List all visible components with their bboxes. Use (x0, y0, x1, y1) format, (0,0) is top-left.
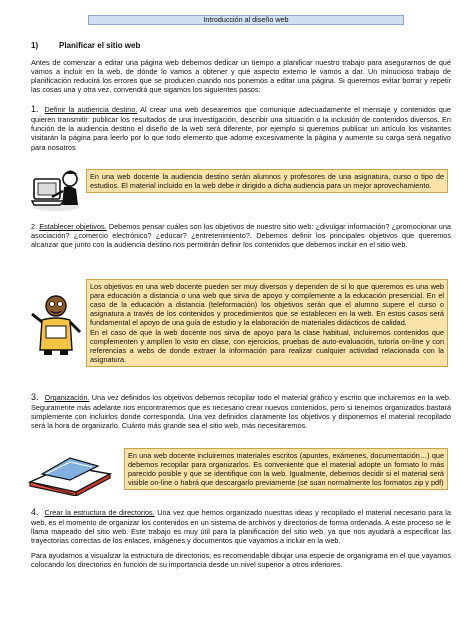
step-title: Establecer objetivos. (39, 222, 107, 231)
step-number: 1. (31, 104, 39, 114)
page-title-bar (88, 15, 404, 25)
step-text: Una vez que hemos organizado nuestras ideas y recopilado el material necesario para la web, es el momento de organizar los contenidos en un sistema de archivos y directorios de forma ordenada. A este proceso se le llama mapeado del sitio web. Este trabajo es muy útil para la planificación del sitio web, ya que nos ayudará a especificar las trayectorias correctas de los enlaces, imágenes y documentos que vayamos a incluir en la web. (31, 508, 451, 546)
step-1 (31, 104, 451, 152)
section-title: Planificar el sitio web (59, 41, 141, 50)
computer-user-illustration (30, 165, 82, 213)
step-text: Debemos pensar cuáles son los objetivos de nuestro sitio web: ¿divulgar información? ¿promocionar una asociación? ¿comercio electrónico? ¿educar? ¿entretenimiento?. Debemos definir los principales objetivos que queremos alcanzar que junto con la audiencia destino nos permitirán definir los contenidos que debemos incluir en el sitio web. (31, 222, 451, 250)
step-text: Al crear una web desearemos que comunique adecuadamente el mensaje y contenidos que quieren transmitir: publicar los resultados de una investigación, describir una situación o la inclusión de contenidos diversos. En función de la audiencia destino el diseño de la web será diferente, por ejemplo si queremos publicar un artículo los visitantes visitarán la página para leerlo por lo que todo elemento que adorne excesivamente la página y aumente su carga será negativo para nosotros (31, 105, 451, 152)
callout-objectives (86, 279, 448, 367)
intro-paragraph: Antes de comenzar a editar una página web debemos dedicar un tiempo a planificar nuestro trabajo para asegurarnos de qué vamos a incluir en la web, de dónde lo vamos a obtener y qué aspecto externo le vamos a dar. Un minucioso trabajo de planificación reducirá los errores que se producen cuando nos ponemos a editar una página. Si queremos evitar borrar y repetir las cosas una y otra vez, convendrá que sigamos los siguientes pasos: (31, 58, 451, 95)
callout-audience: En una web docente la audiencia destino serán alumnos y profesores de una asignatura, curso o tipo de estudios. El material incluido en la web debe ir dirigido a dicha audiencia para un mejor aprovechamiento. (86, 169, 448, 193)
step-title: Organización. (44, 393, 90, 402)
section-number: 1) (31, 41, 39, 50)
step-title: Crear la estructura de directorios. (44, 508, 155, 517)
callout-objectives-text-2: En el caso de que la web docente nos sirva de apoyo para la clase habitual, incluiremos contenidos que complementen y amplíen lo visto en clase, con ejercicios, pruebas de auto-evaluación, tutoría on-line y con referencias a webs de donde extraer la información para realizar cualquier actividad relacionada con la asignatura. (90, 327, 444, 364)
page-title: Introducción al diseño web (203, 15, 289, 24)
step-4 (31, 507, 451, 546)
step-3 (31, 392, 451, 431)
books-illustration (26, 452, 114, 496)
teacher-illustration (30, 292, 82, 356)
step-2 (31, 222, 451, 249)
step-number: 4. (31, 507, 39, 517)
closing-paragraph: Para ayudarnos a visualizar la estructura de directorios, es recomendable dibujar una especie de organigrama en el que vayamos colocando los directorios en función de su importancia desde un nivel superior a otros inferiores. (31, 551, 451, 570)
step-number: 3. (31, 392, 39, 402)
callout-objectives-text-1: Los objetivos en una web docente pueden ser muy diversos y dependen de si lo que queremos es una web para educación a distancia o una web que sirva de apoyo y complemente a la educación presencial. En el caso de la educación a distancia (teleformación) los objetivos serán que el alumno supere el curso o asignatura a través de los contenidos y procedimientos que se establecen en la web. En estos casos será fundamental el apoyo de una guía de estudio y la elaboración de materiales didácticos de calidad. (90, 282, 444, 328)
step-title: Definir la audiencia destino. (44, 105, 138, 114)
step-number: 2. (31, 222, 38, 231)
step-text: Una vez definidos los objetivos debemos recopilar todo el material gráfico y escrito que incluiremos en la web. Seguramente más adelante nos encontraremos que es necesario crear nuevos contenidos, pero si tenemos organizados bastará simplemente con incluirlos donde corresponda. Una vez definidos claramente los objetivos y disponemos el material recopilado será la hora de organizarlo. Cuánto más grande sea el sitio web, más necesitaremos. (31, 393, 451, 431)
callout-organization: En una web docente incluiremos materiales escritos (apuntes, exámenes, documentación…) que debemos recopilar para organizarlos. Es conveniente que el material adopte un formato lo más parecido posible y que se identifique con la web. Igualmente, debemos decidir si el material será visible on-line o habrá que descargarlo previamente (se suan normalmente los formatos zip y pdf) (124, 448, 448, 490)
section-heading (31, 41, 140, 51)
